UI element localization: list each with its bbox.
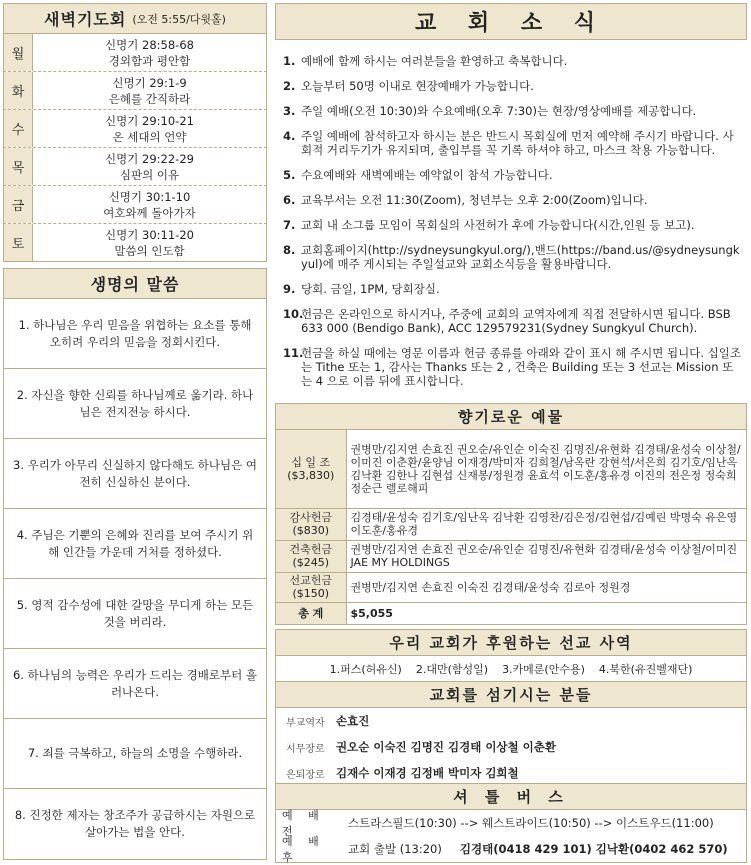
news-text: 수요예배와 새벽예배는 예약없이 참석 가능합니다. bbox=[301, 168, 553, 182]
scripture-ref: 신명기 30:11-20 bbox=[105, 227, 194, 242]
dawn-day-row bbox=[3, 34, 267, 72]
scripture-theme: 경외함과 평안함 bbox=[108, 53, 191, 68]
right-column bbox=[275, 3, 747, 864]
mission-item: 2.대만(함성일) bbox=[415, 663, 489, 676]
dawn-prayer-subtitle: (오전 5:55/다윗홀) bbox=[132, 12, 226, 26]
servant-role: 부교역자 bbox=[286, 717, 325, 729]
dawn-prayer-header bbox=[3, 3, 267, 34]
dawn-day-row bbox=[3, 110, 267, 148]
day-label: 화 bbox=[4, 72, 33, 109]
offering-total: $5,055 bbox=[346, 602, 746, 624]
word-item: 2. 자신을 향한 신뢰를 하나님께로 옮기라. 하나님은 전지전능 하시다. bbox=[3, 369, 267, 439]
scripture-ref: 신명기 29:1-9 bbox=[112, 75, 187, 90]
news-number: 9. bbox=[283, 282, 296, 296]
scripture-theme: 여호와께 돌아가자 bbox=[103, 205, 196, 220]
servant-row bbox=[276, 734, 746, 760]
shuttle-section bbox=[275, 783, 747, 863]
mission-list bbox=[276, 656, 746, 682]
church-news-list bbox=[275, 40, 747, 388]
news-item bbox=[283, 282, 743, 296]
shuttle-contact: 김경태(0418 429 101) 김낙환(0402 462 570) bbox=[459, 842, 728, 856]
word-item: 3. 우리가 아무리 신실하지 않다해도 하나님은 여전히 신실하신 분이다. bbox=[3, 439, 267, 509]
offering-amount: ($830) bbox=[292, 524, 330, 537]
servant-row bbox=[276, 708, 746, 734]
church-news-header: 교 회 소 식 bbox=[275, 3, 747, 40]
word-item: 6. 하나님의 능력은 우리가 드리는 경배로부터 흘러나온다. bbox=[3, 649, 267, 719]
left-column bbox=[3, 3, 267, 860]
offering-names: 권병만/김지연 손효진 권오순/유인순 김명진/유현화 김경태/윤성숙 이상철/이미진 JAE MY HOLDINGS bbox=[346, 540, 746, 572]
offering-amount: ($245) bbox=[292, 556, 330, 569]
mission-header: 우리 교회가 후원하는 선교 사역 bbox=[276, 630, 746, 656]
table-row bbox=[276, 602, 746, 624]
dawn-day-row bbox=[3, 186, 267, 224]
day-label: 수 bbox=[4, 110, 33, 147]
day-label: 금 bbox=[4, 186, 33, 223]
news-number: 4. bbox=[283, 129, 296, 143]
scripture-ref: 신명기 28:58-68 bbox=[105, 37, 194, 52]
news-number: 11. bbox=[283, 346, 304, 360]
news-item bbox=[283, 193, 743, 207]
table-row bbox=[276, 572, 746, 602]
scripture-ref: 신명기 30:1-10 bbox=[108, 189, 191, 204]
news-item bbox=[283, 168, 743, 182]
news-text: 당회. 금일, 1PM, 당회장실. bbox=[301, 282, 440, 296]
servant-names: 김재수 이재경 김정배 박미자 김희철 bbox=[336, 766, 519, 780]
offering-category: 건축헌금 bbox=[289, 543, 332, 556]
offering-amount: ($3,830) bbox=[287, 468, 335, 482]
offering-names: 김경태/윤성숙 김기호/임난옥 김낙환 김영찬/김은정/김현섭/김예린 박명숙 유은영 이도훈/홍유경 bbox=[346, 508, 746, 540]
news-number: 3. bbox=[283, 104, 296, 118]
word-item: 8. 진정한 제자는 창조주가 공급하시는 자원으로 살아가는 법을 안다. bbox=[3, 789, 267, 860]
news-number: 6. bbox=[283, 193, 296, 207]
scripture-ref: 신명기 29:22-29 bbox=[105, 151, 194, 166]
offering-category: 감사헌금 bbox=[289, 511, 332, 524]
mission-item: 1.퍼스(허유신) bbox=[329, 663, 402, 676]
shuttle-when: 예 배 전 bbox=[282, 809, 325, 838]
news-text: 교회홈페이지(http://sydneysungkyul.org/),밴드(https://band.us/@sydneysungkyul)에 매주 게시되는 주일설교와 교회소식등을 활용바랍니다. bbox=[301, 243, 740, 271]
dawn-prayer-title: 새벽기도회 bbox=[44, 10, 127, 29]
dawn-day-row bbox=[3, 148, 267, 186]
word-item: 5. 영적 감수성에 대한 갈망을 무디게 하는 모든 것을 버리라. bbox=[3, 579, 267, 649]
words-of-life-header: 생명의 말씀 bbox=[3, 268, 267, 299]
day-label: 목 bbox=[4, 148, 33, 185]
news-text: 주일 예배(오전 10:30)와 수요예배(오후 7:30)는 현장/영상예배를 제공합니다. bbox=[301, 104, 697, 118]
scripture-theme: 말씀의 인도함 bbox=[114, 243, 185, 258]
news-item bbox=[283, 307, 743, 335]
news-text: 교회 내 소그룹 모임이 목회실의 사전허가 후에 가능합니다(시간,인원 등 보고). bbox=[301, 218, 695, 232]
news-text: 오늘부터 50명 이내로 현장예배가 가능합니다. bbox=[301, 79, 534, 93]
shuttle-route: 교회 출발 (13:20) bbox=[348, 842, 442, 856]
mission-item: 3.카메룬(안수용) bbox=[502, 663, 585, 676]
news-item bbox=[283, 218, 743, 232]
table-row bbox=[276, 508, 746, 540]
news-number: 1. bbox=[283, 54, 296, 68]
offering-names: 권병만/김지연 손효진 권오순/유인순 이숙진 김명진/유현화 김경태/윤성숙 이상철/이미진 이춘환/윤양님 이재경/박미자 김희철/남옥란 강현석/서은희 김기호/임난옥 김낙환 김한나 김현섭 신재봉/정원경 윤효석 이도훈/홍유경 이진의 전은정 정숙희 정순근 렐로해피 bbox=[350, 442, 741, 495]
servants-header: 교회를 섬기시는 분들 bbox=[276, 682, 746, 708]
offering-total-label: 총 계 bbox=[276, 602, 346, 624]
scripture-ref: 신명기 29:10-21 bbox=[105, 113, 194, 128]
news-item bbox=[283, 346, 743, 388]
offering-section bbox=[275, 403, 747, 625]
news-number: 5. bbox=[283, 168, 296, 182]
news-text: 헌금을 하실 때에는 영문 이름과 헌금 종류를 아래와 같이 표시 해 주시면 됩니다. 십일조는 Tithe 또는 1, 감사는 Thanks 또는 2 , 건축은 Building 또는 3 선교는 Mission 또는 4 으로 이름 뒤에 표시합니다. bbox=[301, 346, 741, 388]
offering-amount: ($150) bbox=[292, 587, 330, 600]
day-label: 월 bbox=[4, 34, 33, 71]
offering-category: 십 일 조 bbox=[291, 455, 331, 469]
shuttle-route: 스트라스필드(10:30) --> 웨스트라이드(10:50) --> 이스트우드(11:00) bbox=[348, 816, 714, 830]
news-number: 10. bbox=[283, 307, 304, 321]
offering-names: 권병만/김지연 손효진 이숙진 김경태/윤성숙 김로아 정원경 bbox=[346, 572, 746, 602]
scripture-theme: 심판의 이유 bbox=[119, 167, 180, 182]
servant-names: 손효진 bbox=[336, 714, 370, 728]
word-item: 1. 하나님은 우리 믿음을 위협하는 요소를 통해 오히려 우리의 믿음을 정회시킨다. bbox=[3, 299, 267, 369]
offering-table bbox=[276, 430, 746, 624]
news-text: 예배에 함께 하시는 여러분들을 환영하고 축복합니다. bbox=[301, 54, 568, 68]
scripture-theme: 온 세대의 언약 bbox=[112, 129, 187, 144]
table-row bbox=[276, 430, 746, 508]
table-row bbox=[276, 540, 746, 572]
news-item bbox=[283, 79, 743, 93]
news-text: 주일 예배에 참석하고자 하시는 분은 반드시 목회실에 먼저 예약해 주시기 바랍니다. 사회적 거리두기가 유지되며, 출입부를 꼭 기록 하셔야 하고, 마스크 착용 가능합니다. bbox=[301, 129, 734, 157]
dawn-day-row bbox=[3, 224, 267, 262]
word-item: 7. 죄를 극복하고, 하늘의 소명을 수행하라. bbox=[3, 719, 267, 789]
offering-header: 향기로운 예물 bbox=[276, 404, 746, 430]
news-text: 헌금은 온라인으로 하시거나, 주중에 교회의 교역자에게 직접 전달하시면 됩니다. BSB 633 000 (Bendigo Bank), ACC 129579231(Sydney Sungkyul Church). bbox=[301, 307, 731, 335]
news-item bbox=[283, 54, 743, 68]
shuttle-when: 예 배 후 bbox=[282, 835, 325, 864]
news-item bbox=[283, 129, 743, 157]
word-item: 4. 주님은 기뿐의 은혜와 진리를 보여 주시기 위해 인간들 가운데 거처를 정하셨다. bbox=[3, 509, 267, 579]
shuttle-row-after bbox=[276, 836, 746, 862]
news-text: 교육부서는 오전 11:30(Zoom), 청년부는 오후 2:00(Zoom)입니다. bbox=[301, 193, 648, 207]
servants-section bbox=[275, 681, 747, 787]
dawn-day-row bbox=[3, 72, 267, 110]
news-number: 2. bbox=[283, 79, 296, 93]
mission-section bbox=[275, 629, 747, 683]
mission-item: 4.북한(유진벨재단) bbox=[598, 663, 693, 676]
news-item bbox=[283, 104, 743, 118]
shuttle-header: 셔 틀 버 스 bbox=[276, 784, 746, 810]
news-number: 7. bbox=[283, 218, 296, 232]
scripture-theme: 은혜를 간직하라 bbox=[108, 91, 191, 106]
day-label: 토 bbox=[4, 224, 33, 261]
news-number: 8. bbox=[283, 243, 296, 257]
servant-names: 권오순 이숙진 김명진 김경태 이상철 이춘환 bbox=[336, 740, 556, 754]
news-item bbox=[283, 243, 743, 271]
servant-role: 시무장로 bbox=[286, 743, 325, 755]
servant-role: 은퇴장로 bbox=[286, 769, 325, 781]
offering-category: 선교헌금 bbox=[289, 574, 332, 587]
